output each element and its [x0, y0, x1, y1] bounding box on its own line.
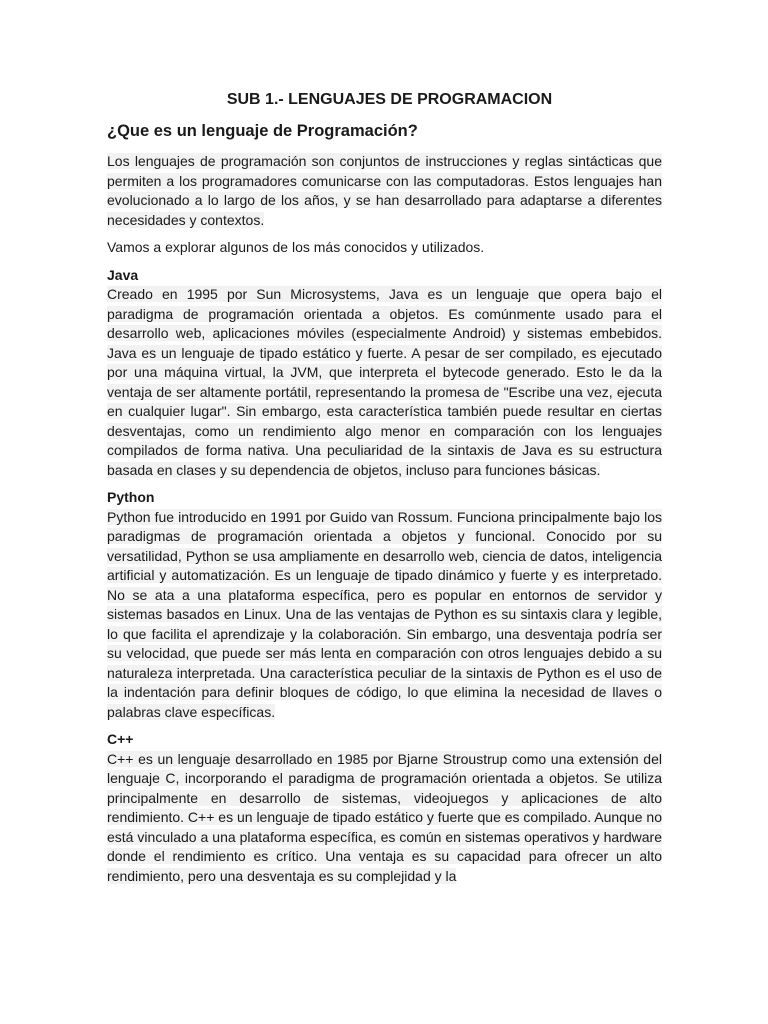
section-cpp [107, 730, 662, 886]
section-title-python: Python [107, 489, 155, 505]
explore-paragraph: Vamos a explorar algunos de los más conocidos y utilizados. [107, 239, 485, 255]
section-java [107, 266, 662, 481]
intro-paragraph [107, 152, 662, 230]
section-python [107, 488, 662, 722]
document-title: SUB 1.- LENGUAJES DE PROGRAMACION [226, 91, 553, 108]
intro-paragraph-text: Los lenguajes de programación son conjuntos de instrucciones y reglas sintácticas que permiten a los programadores comunicarse con las computadoras. Estos lenguajes han evolucionado a lo largo de los años, y se han desarrollado para adaptarse a diferentes necesidades y contextos. [107, 153, 662, 228]
section-body-cpp-text: C++ es un lenguaje desarrollado en 1985 por Bjarne Stroustrup como una extensión del lenguaje C, incorporando el paradigma de programación orientada a objetos. Se utiliza principalmente en desarrollo de sistemas, videojuegos y aplicaciones de alto rendimiento. C++ es un lenguaje de tipado estático y fuerte que es compilado. Aunque no está vinculado a una plataforma específica, es común en sistemas operativos y hardware donde el rendimiento es crítico. Una ventaja es su capacidad para ofrecer un alto rendimiento, pero una desventaja es su complejidad y la [107, 750, 662, 884]
section-body-java-text: Creado en 1995 por Sun Microsystems, Java es un lenguaje que opera bajo el paradigma de programación orientada a objetos. Es comúnmente usado para el desarrollo web, aplicaciones móviles (especialmente Android) y sistemas embebidos. Java es un lenguaje de tipado estático y fuerte. A pesar de ser compilado, es ejecutado por una máquina virtual, la JVM, que interpreta el bytecode generado. Esto le da la ventaja de ser altamente portátil, representando la promesa de "Escribe una vez, ejecuta en cualquier lugar". Sin embargo, esta característica también puede resultar en ciertas desventajas, como un rendimiento algo menor en comparación con los lenguajes compilados de forma nativa. Una peculiaridad de la sintaxis de Java es su estructura basada en clases y su dependencia de objetos, incluso para funciones básicas. [107, 286, 662, 478]
section-body-cpp [107, 750, 662, 887]
section-body-python [107, 508, 662, 723]
document-page [107, 90, 662, 886]
section-title-cpp: C++ [107, 731, 134, 747]
section-heading: ¿Que es un lenguaje de Programación? [107, 122, 418, 140]
section-body-python-text: Python fue introducido en 1991 por Guido van Rossum. Funciona principalmente bajo los paradigmas de programación orientada a objetos y funcional. Conocido por su versatilidad, Python se usa ampliamente en desarrollo web, ciencia de datos, inteligencia artificial y automatización. Es un lenguaje de tipado dinámico y fuerte y es interpretado. No se ata a una plataforma específica, pero es popular en entornos de servidor y sistemas basados en Linux. Una de las ventajas de Python es su sintaxis clara y legible, lo que facilita el aprendizaje y la colaboración. Sin embargo, una desventaja podría ser su velocidad, que puede ser más lenta en comparación con otros lenguajes debido a su naturaleza interpretada. Una característica peculiar de la sintaxis de Python es el uso de la indentación para definir bloques de código, lo que elimina la necesidad de llaves o palabras clave específicas. [107, 508, 662, 720]
section-title-java: Java [107, 266, 139, 283]
section-body-java [107, 285, 662, 480]
